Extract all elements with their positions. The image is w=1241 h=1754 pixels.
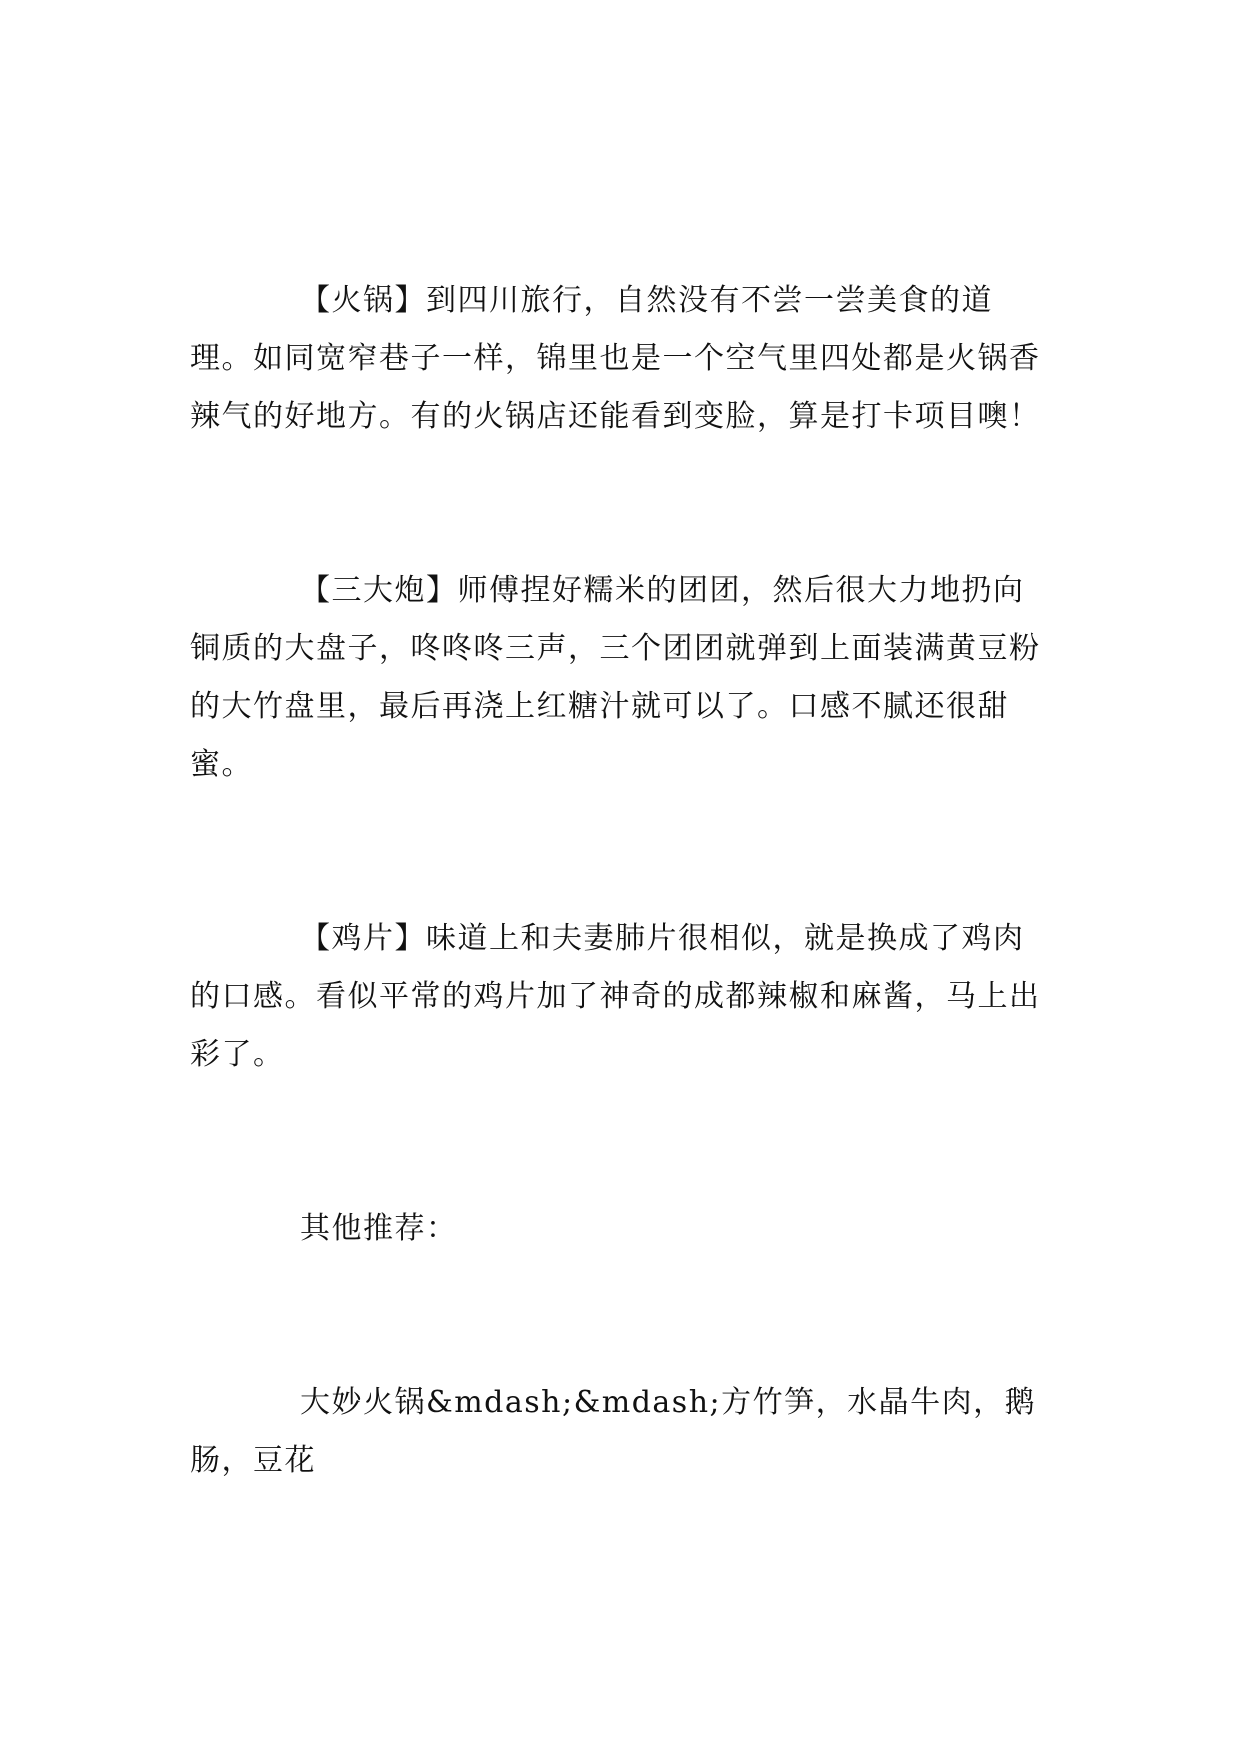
paragraph-hotpot: 【火锅】到四川旅行，自然没有不尝一尝美食的道理。如同宽窄巷子一样，锦里也是一个空气里四处都是火锅香辣气的好地方。有的火锅店还能看到变脸，算是打卡项目噢！	[190, 283, 1041, 434]
paragraph-other-recommendations-heading: 其他推荐：	[300, 1211, 458, 1246]
paragraph-chicken-slices: 【鸡片】味道上和夫妻肺片很相似，就是换成了鸡肉的口感。看似平常的鸡片加了神奇的成都辣椒和麻酱，马上出彩了。	[190, 921, 1041, 1072]
paragraph-sandapao: 【三大炮】师傅捏好糯米的团团，然后很大力地扔向铜质的大盘子，咚咚咚三声，三个团团就弹到上面装满黄豆粉的大竹盘里，最后再浇上红糖汁就可以了。口感不腻还很甜蜜。	[190, 573, 1041, 782]
paragraph-damiao-hotpot: 大妙火锅&mdash;&mdash;方竹笋，水晶牛肉，鹅肠，豆花	[190, 1385, 1037, 1478]
